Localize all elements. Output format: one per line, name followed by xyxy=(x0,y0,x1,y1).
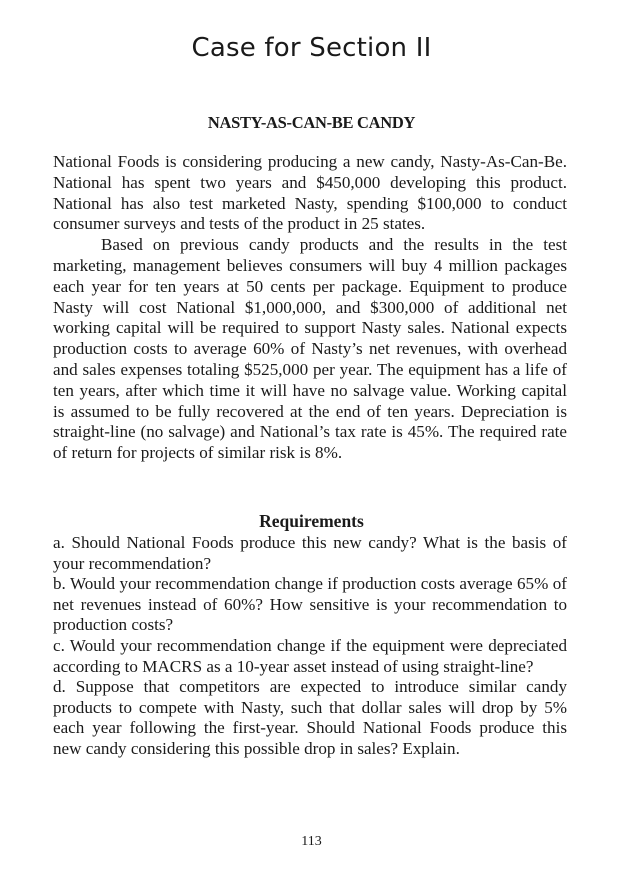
requirements-list xyxy=(53,533,567,760)
paragraph-intro: National Foods is considering producing a new candy, Nasty-As-Can-Be. National has spent two years and $450,000 developing this product. National has also test marketed Nasty, spending $100,000 to conduct consumer surveys and tests of the product in 25 states. xyxy=(53,152,567,234)
section-title: Case for Section II xyxy=(191,33,432,63)
requirements-heading: Requirements xyxy=(259,511,364,531)
case-title: NASTY-AS-CAN-BE CANDY xyxy=(207,113,416,132)
requirement-item-c: c. Would your recommendation change if the equipment were depreciated according to MACRS as a 10-year asset instead of using straight-line? xyxy=(53,635,567,676)
page-number: 113 xyxy=(301,834,322,849)
paragraph-details: Based on previous candy products and the results in the test marketing, management believes consumers will buy 4 million packages each year for ten years at 50 cents per package. Equipment to produce Nasty will cost National $1,000,000, and $300,000 of additional net working capital will be required to support Nasty sales. National expects production costs to average 60% of Nasty’s net revenues, with overhead and sales expenses totaling $525,000 per year. The equipment has a life of ten years, after which time it will have no salvage value. Working capital is assumed to be fully recovered at the end of ten years. Depreciation is straight-line (no salvage) and National’s tax rate is 45%. The required rate of return for projects of similar risk is 8%. xyxy=(53,235,567,463)
requirement-item-d: d. Suppose that competitors are expected to introduce similar candy products to compete with Nasty, such that dollar sales will drop by 5% each year following the first-year. Should National Foods produce this new candy considering this possible drop in sales? Explain. xyxy=(53,677,567,758)
requirement-item-a: a. Should National Foods produce this new candy? What is the basis of your recommendation? xyxy=(53,533,567,573)
case-description xyxy=(53,152,567,464)
requirement-item-b: b. Would your recommendation change if production costs average 65% of net revenues instead of 60%? How sensitive is your recommendation to production costs? xyxy=(53,574,567,635)
